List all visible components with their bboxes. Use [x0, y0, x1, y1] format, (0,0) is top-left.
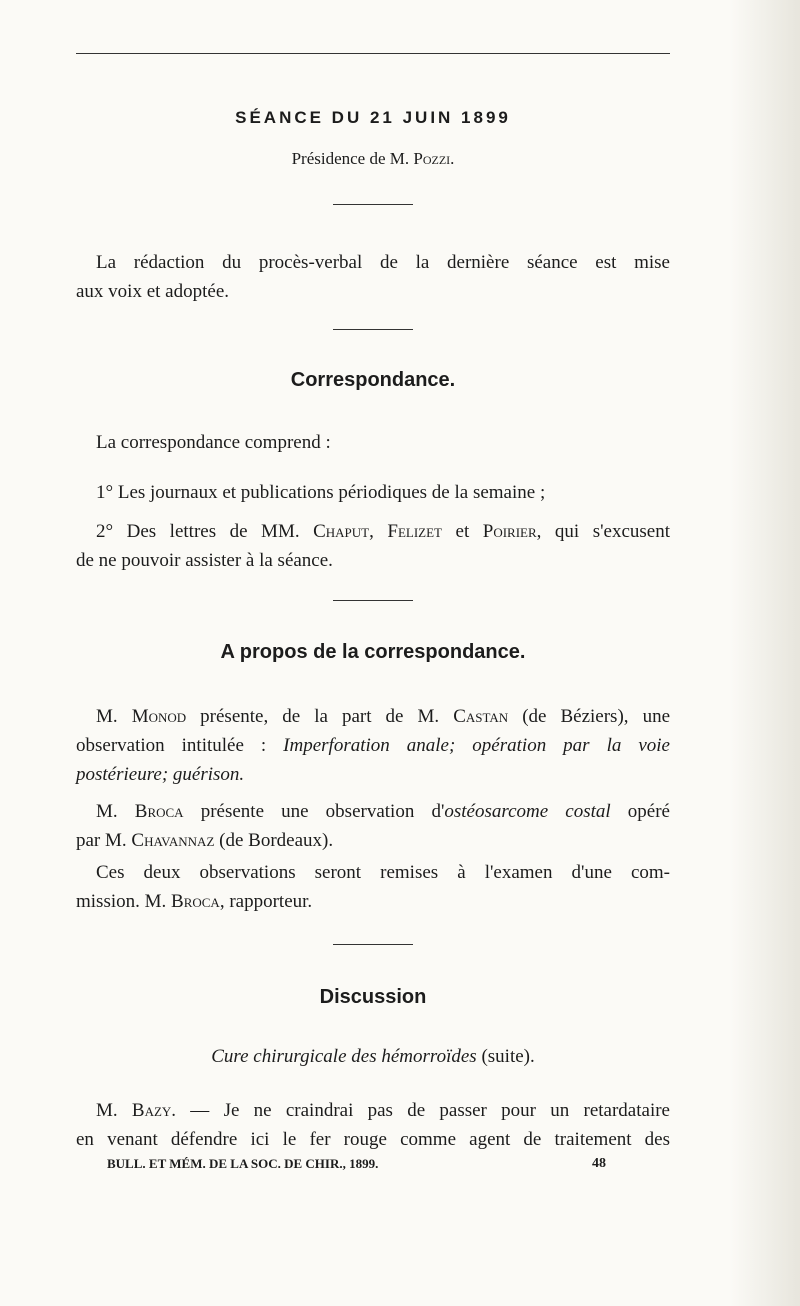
president-name: Pozzi.	[413, 149, 455, 168]
apropos-paragraph-3: Ces deux observations seront remises à l'examen d'une com- mission. M. Broca, rapporteur.	[76, 862, 670, 912]
page-number: 48	[592, 1156, 606, 1171]
correspondance-heading: Correspondance.	[290, 369, 456, 391]
discussion-paragraph: M. Bazy. — Je ne craindrai pas de passer pour un retardataire en venant défendre ici le fer rouge comme agent de traitement des	[76, 1100, 670, 1150]
apropos-heading: A propos de la correspondance.	[220, 641, 526, 663]
discussion-subtitle: Cure chirurgicale des hémorroïdes (suite).	[211, 1046, 535, 1067]
separator-rule	[333, 204, 413, 205]
separator-rule	[333, 600, 413, 601]
apropos-paragraph-1: M. Monod présente, de la part de M. Castan (de Béziers), une observation intitulée : Imperforation anale; opération par la voie postérieure; guérison.	[76, 706, 670, 785]
separator-rule	[333, 944, 413, 945]
minutes-paragraph: La rédaction du procès-verbal de la dernière séance est mise aux voix et adoptée.	[76, 252, 670, 302]
top-rule	[76, 53, 670, 54]
apropos-paragraph-2: M. Broca présente une observation d'ostéosarcome costal opéré par M. Chavannaz (de Bordeaux).	[76, 801, 670, 851]
correspondance-item-1: 1° Les journaux et publications périodiques de la semaine ;	[96, 482, 546, 503]
separator-rule	[333, 329, 413, 330]
footer-citation: BULL. ET MÉM. DE LA SOC. DE CHIR., 1899.	[107, 1156, 379, 1171]
correspondance-item-2: 2° Des lettres de MM. Chaput, Felizet et Poirier, qui s'excusent de ne pouvoir assister à la séance.	[76, 521, 670, 571]
discussion-heading: Discussion	[319, 986, 427, 1008]
presidence-line: Présidence de M. Pozzi.	[291, 149, 455, 168]
page-edge-shadow	[730, 0, 800, 1306]
session-title: SÉANCE DU 21 JUIN 1899	[235, 108, 511, 127]
correspondance-intro: La correspondance comprend :	[96, 432, 331, 453]
